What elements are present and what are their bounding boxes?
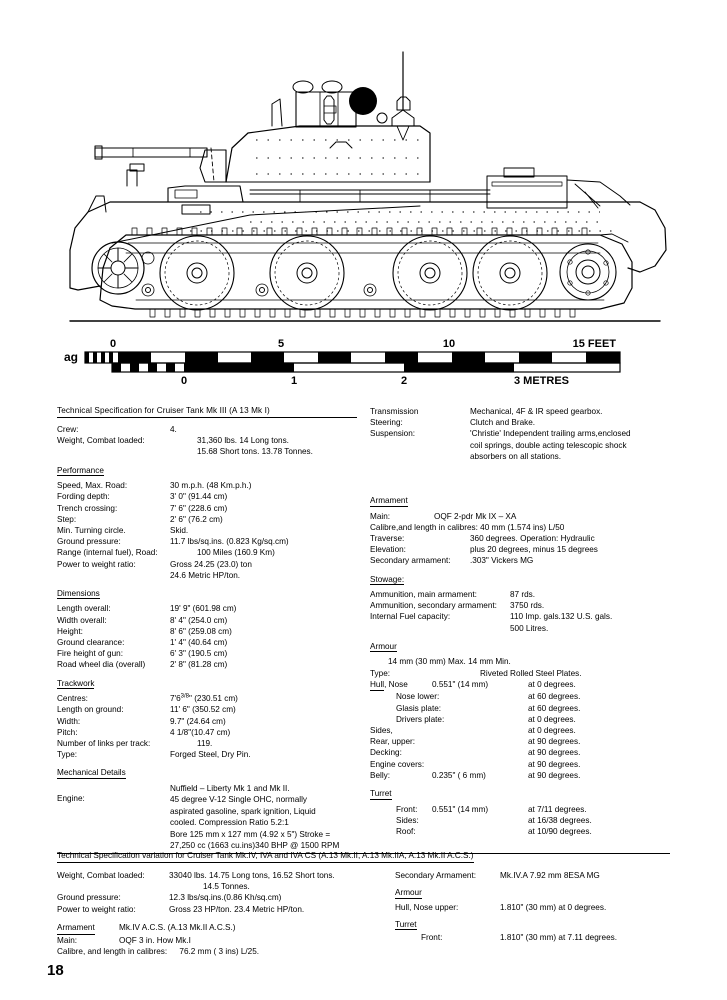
row-rear-upper bbox=[370, 736, 690, 747]
return-roller-4 bbox=[364, 284, 376, 296]
drivers-plate-angle: at 0 degrees. bbox=[528, 714, 576, 724]
belly-angle: at 90 degrees. bbox=[528, 770, 581, 780]
cruiser-tank-side-view-svg bbox=[0, 0, 727, 330]
row-speed bbox=[57, 480, 357, 491]
heading-dimensions: Dimensions bbox=[57, 588, 100, 598]
row-hull-nose bbox=[370, 679, 690, 692]
road-wheel-dia-label: Road wheel dia (overall) bbox=[57, 660, 146, 670]
metres-fine-divisions bbox=[112, 363, 175, 372]
trench-value: 7' 6" (228.6 cm) bbox=[170, 503, 228, 513]
heading-turret: Turret bbox=[370, 789, 392, 799]
aerial-mast bbox=[392, 52, 414, 140]
row-ground-pressure bbox=[57, 536, 357, 547]
row-nose-lower bbox=[370, 691, 690, 702]
centres-value-pre: 7'6 bbox=[170, 694, 181, 704]
row-track-type bbox=[57, 749, 357, 760]
rear-upper-angle: at 90 degrees. bbox=[528, 737, 581, 747]
suspension-value: 'Christie' Independent trailing arms,enclosed bbox=[470, 429, 631, 439]
feet-tick-10: 10 bbox=[442, 338, 456, 350]
turret-periscope bbox=[272, 99, 282, 126]
scale-bar-svg bbox=[0, 332, 727, 388]
row-length-on-ground bbox=[57, 704, 357, 715]
variation-left-column bbox=[57, 870, 377, 957]
tank-illustration bbox=[0, 0, 727, 330]
heading-performance: Performance bbox=[57, 465, 104, 475]
armour-range-line: 14 mm (30 mm) Max. 14 mm Min. bbox=[388, 657, 511, 667]
row-var-main-gun bbox=[57, 935, 377, 946]
row-turret-roof bbox=[370, 826, 690, 837]
fording-value: 3' 0" (91.44 cm) bbox=[170, 492, 228, 502]
ground-pressure-label: Ground pressure: bbox=[57, 537, 121, 547]
width-overall-label: Width overall: bbox=[57, 615, 107, 625]
turret-front-thickness: 0.551" (14 mm) bbox=[432, 804, 489, 814]
hull-nose-label: , Nose bbox=[384, 679, 408, 689]
road-wheel-4 bbox=[473, 236, 547, 310]
ammo-secondary-value: 3750 rds. bbox=[510, 601, 545, 611]
sides-label: Sides, bbox=[370, 726, 393, 736]
return-roller-3 bbox=[256, 284, 268, 296]
decking-angle: at 90 degrees. bbox=[528, 748, 581, 758]
suspension-cont-2: absorbers on all stations. bbox=[470, 451, 562, 461]
row-glasis-plate bbox=[370, 703, 690, 714]
ammo-main-value: 87 rds. bbox=[510, 590, 536, 600]
turret-roof-angle: at 10/90 degrees. bbox=[528, 826, 592, 836]
metres-tick-3: 3 METRES bbox=[514, 375, 570, 387]
row-var-ground-pressure bbox=[57, 892, 377, 903]
row-var-power-weight bbox=[57, 904, 377, 915]
metres-major-blocks bbox=[184, 363, 514, 372]
glasis-plate-label: Glasis plate: bbox=[396, 703, 442, 713]
nose-lower-thickness bbox=[432, 691, 528, 702]
row-fire-height bbox=[57, 648, 357, 659]
step-value: 2' 6" (76.2 cm) bbox=[170, 514, 223, 524]
height-label: Height: bbox=[57, 626, 83, 636]
road-wheel-3 bbox=[393, 236, 467, 310]
hull-rear-plate bbox=[628, 202, 666, 272]
road-wheel-dia-value: 2' 8" (81.28 cm) bbox=[170, 660, 228, 670]
row-width-overall bbox=[57, 615, 357, 626]
turret-front-label: Front: bbox=[396, 804, 418, 814]
drivers-plate-thickness bbox=[432, 714, 528, 725]
drive-sprocket bbox=[560, 244, 616, 300]
sponson-diagonal bbox=[112, 206, 420, 243]
engine-line-1: Nuffield – Liberty Mk 1 and Mk II. bbox=[170, 783, 290, 793]
row-elevation bbox=[370, 544, 690, 555]
track-width-value: 9.7" (24.64 cm) bbox=[170, 716, 226, 726]
row-step bbox=[57, 514, 357, 525]
row-ammo-secondary bbox=[370, 600, 690, 611]
centres-value bbox=[170, 693, 357, 704]
feet-fine-divisions bbox=[85, 352, 113, 363]
row-drivers-plate bbox=[370, 714, 690, 725]
feet-major-blocks bbox=[118, 352, 620, 363]
ammo-main-label: Ammunition, main armament: bbox=[370, 590, 477, 600]
elevation-value: plus 20 degrees, minus 15 degrees bbox=[470, 545, 598, 555]
suspension-label: Suspension: bbox=[370, 429, 416, 439]
calibre-label: Calibre,and length in calibres: bbox=[370, 522, 478, 532]
row-belly bbox=[370, 770, 690, 781]
row-traverse bbox=[370, 533, 690, 544]
row-transmission bbox=[370, 406, 690, 417]
rear-upper-thickness bbox=[432, 736, 528, 747]
row-main-gun bbox=[370, 511, 690, 522]
var-armour-heading: Armour bbox=[395, 888, 422, 898]
steering-label: Steering: bbox=[370, 418, 403, 428]
var-secondary-value: Mk.IV.A 7.92 mm 8ESA MG bbox=[500, 871, 600, 880]
engine-line-4: cooled. Compression Ratio 5.2:1 bbox=[170, 818, 289, 828]
engine-line-5: Bore 125 mm x 127 mm (4.92 x 5") Stroke = bbox=[170, 829, 331, 839]
var-hull-nose-value: 1.810" (30 mm) at 0 degrees. bbox=[500, 902, 607, 912]
row-crew bbox=[57, 424, 357, 435]
weight-value: 31,360 lbs. 14 Long tons. bbox=[197, 436, 289, 446]
scale-annotation-text: ag bbox=[64, 350, 79, 364]
row-centres bbox=[57, 693, 357, 704]
variation-title: Technical Specification variation for Cruiser Tank Mk.IV, IVA and IVA CS (A.13 Mk.II, A.13 Mk.IIA, A.13 Mk.II A.C.S.) bbox=[57, 851, 474, 863]
track-type-value: Forged Steel, Dry Pin. bbox=[170, 750, 251, 760]
heading-mechanical-details: Mechanical Details bbox=[57, 768, 126, 778]
suspension-cont-1: coil springs, double acting telescopic shock bbox=[470, 440, 627, 450]
weight-label: Weight, Combat loaded: bbox=[57, 436, 145, 446]
weight-value-cont: 15.68 Short tons. 13.78 Tonnes. bbox=[197, 447, 313, 457]
row-turret-front bbox=[370, 804, 690, 815]
length-overall-value: 19' 9" (601.98 cm) bbox=[170, 604, 237, 614]
row-suspension bbox=[370, 428, 690, 439]
belly-thickness: 0.235" ( 6 mm) bbox=[432, 770, 486, 780]
engine-covers-thickness bbox=[432, 759, 528, 770]
var-turret-front-label: Front: bbox=[421, 932, 443, 942]
spec-left-column bbox=[57, 406, 357, 851]
row-length-overall bbox=[57, 603, 357, 614]
turret-lifting-hook bbox=[330, 142, 352, 148]
range-label: Range (internal fuel), Road: bbox=[57, 548, 158, 558]
ground-clearance-label: Ground clearance: bbox=[57, 638, 125, 648]
fire-height-label: Fire height of gun: bbox=[57, 649, 123, 659]
return-roller-1 bbox=[142, 252, 154, 264]
sides-thickness bbox=[432, 725, 528, 736]
page-number: 18 bbox=[47, 962, 64, 979]
row-links-per-track bbox=[57, 738, 357, 749]
feet-tick-0: 0 bbox=[109, 338, 117, 350]
main-spec-title: Technical Specification for Cruiser Tank Mk III (A 13 Mk I) bbox=[57, 406, 357, 418]
ammo-secondary-label: Ammunition, secondary armament: bbox=[370, 601, 497, 611]
centres-value-fraction: 3/8 bbox=[180, 693, 190, 700]
width-overall-value: 8' 4" (254.0 cm) bbox=[170, 615, 228, 625]
crew-value: 4. bbox=[170, 425, 177, 434]
fuel-capacity-value: 110 Imp. gals.132 U.S. gals. bbox=[510, 612, 613, 622]
var-ground-pressure-value: 12.3 lbs/sq.ins.(0.86 Kh/sq.cm) bbox=[169, 893, 282, 903]
row-var-hull-nose bbox=[395, 902, 695, 913]
var-weight-label: Weight, Combat loaded: bbox=[57, 871, 145, 880]
engine-covers-angle: at 90 degrees. bbox=[528, 759, 581, 769]
row-var-secondary bbox=[395, 870, 695, 881]
row-var-armament bbox=[57, 922, 377, 935]
armour-type-value: Riveted Rolled Steel Plates. bbox=[480, 668, 582, 678]
var-main-gun-label: Main: bbox=[57, 935, 78, 945]
var-hull-nose-label: Hull, Nose upper: bbox=[395, 902, 459, 912]
track-teeth-top bbox=[132, 228, 587, 235]
row-decking bbox=[370, 747, 690, 758]
traverse-label: Traverse: bbox=[370, 533, 405, 543]
rear-upper-label: Rear, upper: bbox=[370, 737, 416, 747]
road-wheel-2 bbox=[270, 236, 344, 310]
fuel-capacity-label: Internal Fuel capacity: bbox=[370, 612, 451, 622]
row-steering bbox=[370, 417, 690, 428]
length-overall-label: Length overall: bbox=[57, 604, 111, 614]
pitch-value: 4 1/8"(10.47 cm) bbox=[170, 727, 231, 737]
transmission-label: Transmission bbox=[370, 407, 419, 416]
hull-nose-angle: at 0 degrees. bbox=[528, 679, 576, 689]
row-sides bbox=[370, 725, 690, 736]
var-power-weight-label: Power to weight ratio: bbox=[57, 904, 136, 914]
power-weight-label: Power to weight ratio: bbox=[57, 559, 136, 569]
var-power-weight-value: Gross 23 HP/ton. 23.4 Metric HP/ton. bbox=[169, 904, 305, 914]
cupola-assembly bbox=[293, 81, 387, 127]
row-var-weight bbox=[57, 870, 377, 881]
links-per-track-label: Number of links per track: bbox=[57, 738, 151, 748]
turning-circle-value: Skid. bbox=[170, 525, 189, 535]
steering-value: Clutch and Brake. bbox=[470, 418, 536, 428]
var-weight-value: 33040 lbs. 14.75 Long tons, 16.52 Short tons. bbox=[169, 871, 335, 880]
var-ground-pressure-label: Ground pressure: bbox=[57, 893, 121, 903]
var-turret-front-value: 1.810" (30 mm) at 7.11 degrees. bbox=[500, 932, 617, 942]
ground-clearance-value: 1' 4" (40.64 cm) bbox=[170, 638, 228, 648]
hull-label: Hull bbox=[370, 679, 384, 692]
main-gun-barrel bbox=[95, 146, 207, 159]
engine-label: Engine: bbox=[57, 793, 85, 803]
main-gun-label: Main: bbox=[370, 511, 391, 521]
heading-armour: Armour bbox=[370, 641, 397, 651]
main-gun-value: OQF 2-pdr Mk IX – XA bbox=[434, 511, 517, 521]
feet-tick-15: 15 FEET bbox=[572, 338, 616, 350]
row-track-width bbox=[57, 716, 357, 727]
variation-right-column bbox=[395, 870, 695, 943]
return-roller-2 bbox=[142, 284, 154, 296]
height-value: 8' 6" (259.08 cm) bbox=[170, 626, 232, 636]
pitch-label: Pitch: bbox=[57, 727, 78, 737]
trench-label: Trench crossing: bbox=[57, 503, 118, 513]
track-type-label: Type: bbox=[57, 750, 78, 760]
var-armament-heading-value: Mk.IV A.C.S. (A.13 Mk.II A.C.S.) bbox=[119, 922, 236, 932]
row-fording bbox=[57, 491, 357, 502]
nose-lower-label: Nose lower: bbox=[396, 692, 440, 702]
drivers-plate-label: Drivers plate: bbox=[396, 714, 445, 724]
row-engine-covers bbox=[370, 759, 690, 770]
links-per-track-value: 119. bbox=[197, 738, 213, 748]
turret-sides-label: Sides: bbox=[396, 815, 419, 825]
row-pitch bbox=[57, 727, 357, 738]
row-var-calibre bbox=[57, 946, 377, 957]
metres-tick-1: 1 bbox=[290, 375, 298, 387]
speed-label: Speed, Max. Road: bbox=[57, 481, 128, 491]
row-turret-sides bbox=[370, 815, 690, 826]
centres-value-post: " (230.51 cm) bbox=[189, 694, 238, 704]
glasis-plate-thickness bbox=[432, 703, 528, 714]
road-wheel-1 bbox=[160, 236, 234, 310]
var-calibre-label: Calibre, and length in calibres: bbox=[57, 946, 168, 956]
calibre-value: 40 mm (1.574 ins) L/50 bbox=[480, 522, 565, 532]
power-weight-cont: 24.6 Metric HP/ton. bbox=[170, 570, 241, 580]
secondary-armament-label: Secondary armament: bbox=[370, 556, 451, 566]
turret-front-angle: at 7/11 degrees. bbox=[528, 804, 587, 814]
glasis-plate-angle: at 60 degrees. bbox=[528, 703, 581, 713]
decking-thickness bbox=[432, 747, 528, 758]
var-main-gun-value: OQF 3 in. How Mk.I bbox=[119, 935, 191, 945]
row-var-turret-front bbox=[395, 932, 695, 943]
row-weight bbox=[57, 435, 357, 446]
var-calibre-value: 76.2 mm ( 3 ins) L/25. bbox=[179, 946, 260, 956]
turret-sides-angle: at 16/38 degrees. bbox=[528, 815, 592, 825]
length-on-ground-label: Length on ground: bbox=[57, 705, 124, 715]
var-weight-cont: 14.5 Tonnes. bbox=[203, 882, 250, 892]
power-weight-value: Gross 24.25 (23.0) ton bbox=[170, 559, 252, 569]
row-armour-type bbox=[370, 668, 690, 679]
heading-trackwork: Trackwork bbox=[57, 678, 95, 688]
metres-tick-2: 2 bbox=[400, 375, 408, 387]
armour-type-label: Type: bbox=[370, 668, 391, 678]
step-label: Step: bbox=[57, 514, 77, 524]
traverse-value: 360 degrees. Operation: Hydraulic bbox=[470, 533, 595, 543]
nose-lower-angle: at 60 degrees. bbox=[528, 692, 581, 702]
row-fuel-capacity bbox=[370, 611, 690, 622]
var-secondary-label: Secondary Armament: bbox=[395, 871, 477, 880]
crew-label: Crew: bbox=[57, 425, 79, 434]
scale-bar bbox=[0, 332, 727, 388]
row-power-weight bbox=[57, 559, 357, 570]
secondary-armament-value: .303" Vickers MG bbox=[470, 556, 534, 566]
transmission-value: Mechanical, 4F & IR speed gearbox. bbox=[470, 407, 603, 416]
track-outline bbox=[100, 235, 632, 309]
feet-tick-5: 5 bbox=[277, 338, 285, 350]
engine-line-3: aspirated gasoline, spark ignition, Liquid bbox=[170, 806, 316, 816]
row-ammo-main bbox=[370, 589, 690, 600]
spec-right-column bbox=[370, 406, 690, 837]
centres-label: Centres: bbox=[57, 694, 88, 704]
metres-tick-0: 0 bbox=[180, 375, 188, 387]
engine-line-6: 27,250 cc (1663 cu.ins)340 BHP @ 1500 RPM bbox=[170, 840, 340, 850]
row-road-wheel-dia bbox=[57, 659, 357, 670]
engine-line-2: 45 degree V-12 Single OHC, normally bbox=[170, 795, 307, 805]
length-on-ground-value: 11' 6" (350.52 cm) bbox=[170, 705, 236, 715]
elevation-label: Elevation: bbox=[370, 545, 406, 555]
fuel-capacity-cont: 500 Litres. bbox=[510, 623, 549, 633]
var-turret-heading: Turret bbox=[395, 919, 417, 929]
var-armament-heading: Armament bbox=[57, 922, 95, 935]
engine-covers-label: Engine covers: bbox=[370, 759, 425, 769]
fording-label: Fording depth: bbox=[57, 492, 110, 502]
heading-armament: Armament bbox=[370, 496, 408, 506]
decking-label: Decking: bbox=[370, 748, 402, 758]
hull-nose-thickness: 0.551" (14 mm) bbox=[432, 679, 489, 689]
row-range bbox=[57, 547, 357, 558]
turret-roof-label: Roof: bbox=[396, 826, 416, 836]
heading-stowage: Stowage: bbox=[370, 574, 405, 584]
speed-value: 30 m.p.h. (48 Km.p.h.) bbox=[170, 481, 252, 491]
row-secondary-armament bbox=[370, 555, 690, 566]
ground-pressure-value: 11.7 lbs/sq.ins. (0.823 Kg/sq.cm) bbox=[170, 537, 289, 547]
row-ground-clearance bbox=[57, 637, 357, 648]
turret-sides-thickness bbox=[432, 815, 528, 826]
turret-roof-thickness bbox=[432, 826, 528, 837]
range-value: 100 Miles (160.9 Km) bbox=[197, 548, 275, 558]
track-width-label: Width: bbox=[57, 716, 81, 726]
turning-circle-label: Min. Turning circle. bbox=[57, 525, 126, 535]
row-height bbox=[57, 626, 357, 637]
nose-bulge bbox=[88, 196, 106, 212]
row-turning-circle bbox=[57, 525, 357, 536]
belly-label: Belly: bbox=[370, 770, 391, 780]
row-calibre bbox=[370, 522, 690, 533]
turret-rivet-rows bbox=[256, 140, 420, 174]
sides-angle: at 0 degrees. bbox=[528, 726, 576, 736]
fire-height-value: 6' 3" (190.5 cm) bbox=[170, 649, 228, 659]
row-trench bbox=[57, 503, 357, 514]
